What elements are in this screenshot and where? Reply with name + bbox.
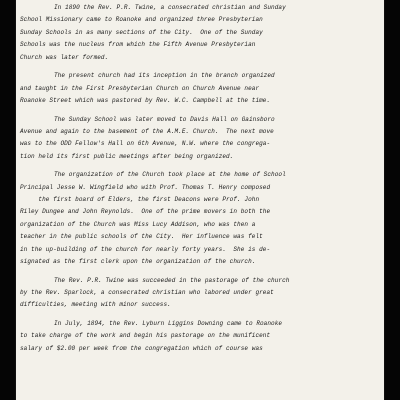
text-line: signated as the first clerk upon the organization of the church.: [20, 257, 256, 265]
text-line: In 1890 the Rev. P.R. Twine, a consecrated christian and Sunday: [54, 4, 286, 11]
text-line: organization of the Church was Miss Lucy Addison, who was then a: [20, 220, 256, 228]
paragraph-downing: [20, 318, 382, 355]
text-line: tion held its first public meetings after being organized.: [20, 152, 234, 160]
text-line: in the up-building of the church for nearly forty years. She is de-: [20, 245, 271, 253]
text-line: School Missionary came to Roanoke and organized three Presbyterian: [20, 16, 263, 24]
text-line: was to the ODD Fellow's Hall on 6th Avenue, N.W. where the congrega-: [20, 140, 271, 148]
paragraph-succession: [20, 275, 382, 312]
text-line: the first board of Elders, the first Deacons were Prof. John: [20, 196, 260, 204]
text-line: Schools was the nucleus from which the Fifth Avenue Presbyterian: [20, 41, 256, 49]
paragraph-inception: [20, 70, 382, 107]
text-line: The Rev. P.R. Twine was succeeded in the pastorage of the church: [54, 276, 290, 284]
text-line: Church was later formed.: [20, 53, 109, 61]
paragraph-sunday-school-moves: [20, 114, 382, 164]
text-line: Avenue and again to the basement of the A.M.E. Church. The next move: [20, 127, 274, 135]
paragraph-origin: [20, 2, 382, 64]
typewritten-page: [16, 0, 384, 400]
text-line: to take charge of the work and begin his pastorage on the munificent: [20, 332, 271, 340]
text-line: Riley Dungee and John Reynolds. One of the prime movers in both the: [20, 208, 271, 216]
text-line: Principal Jesse W. Wingfield who with Prof. Thomas T. Henry composed: [20, 183, 271, 191]
text-line: The present church had its inception in the branch organized: [54, 72, 275, 80]
text-line: and taught in the First Presbyterian Church on Church Avenue near: [20, 84, 260, 92]
document-body: [20, 2, 382, 355]
text-line: Sunday Schools in as many sections of the City. One of the Sunday: [20, 28, 263, 36]
text-line: by the Rev. Sparlock, a consecrated christian who labored under great: [20, 288, 274, 296]
text-line: difficulties, meeting with minor success.: [20, 301, 171, 309]
text-line: teacher in the public schools of the City. Her influence was felt: [20, 233, 263, 241]
text-line: In July, 1894, the Rev. Lyburn Liggins Downing came to Roanoke: [54, 319, 283, 327]
paragraph-organization: [20, 169, 382, 268]
text-line: Roanoke Street which was pastored by Rev. W.C. Campbell at the time.: [20, 96, 271, 104]
text-line: The Sunday School was later moved to Davis Hall on Gainsboro: [54, 115, 275, 123]
text-line: The organization of the Church took place at the home of School: [54, 171, 286, 179]
text-line: salary of $2.00 per week from the congregation which of course was: [20, 344, 263, 352]
